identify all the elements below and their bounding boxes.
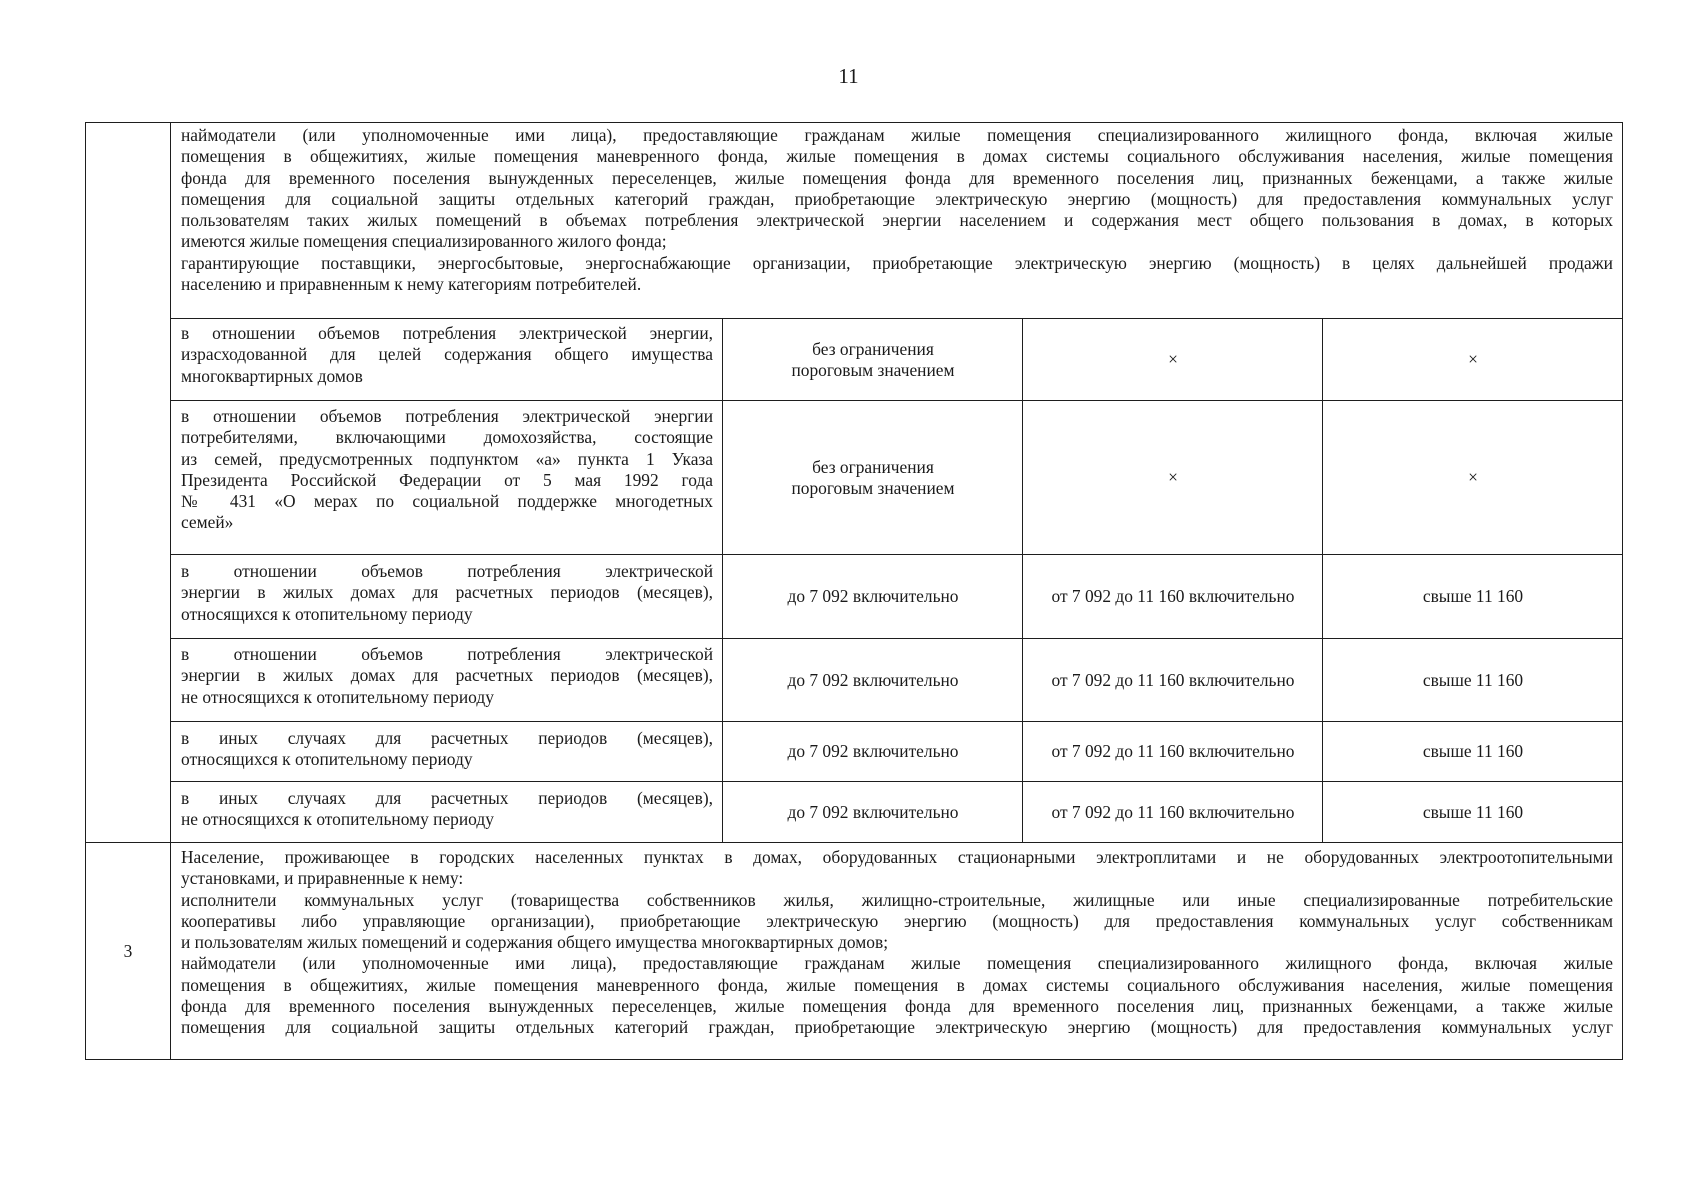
text-line: фонда для временного поселения вынужденных переселенцев, жилые помещения фонда для временного поселения лиц, признанных беженцами, а также жилые	[181, 167, 1613, 188]
text-line: израсходованной для целей содержания общего имущества	[181, 344, 713, 365]
text-line: относящихся к отопительному периоду	[181, 749, 473, 770]
text-line: установками, и приравненные к нему:	[181, 868, 464, 889]
text-line: имеются жилые помещения специализированного жилого фонда;	[181, 231, 667, 252]
text-line: помещения в общежитиях, жилые помещения маневренного фонда, жилые помещения в домах системы социального обслуживания населения, жилые помещения	[181, 974, 1613, 995]
table-cell-threshold-1: без ограничения пороговым значением	[791, 456, 955, 498]
table-cell-threshold-1: до 7 092 включительно	[787, 741, 959, 762]
text-line: не относящихся к отопительному периоду	[181, 686, 494, 707]
text-line: помещения для социальной защиты отдельных категорий граждан, приобретающие электрическую энергию (мощность) для предоставления коммунальных услуг	[181, 1017, 1613, 1038]
text-line: в отношении объемов потребления электрической энергии	[181, 406, 713, 426]
table-rule	[85, 122, 1623, 123]
text-line: Население, проживающее в городских населенных пунктах в домах, оборудованных стационарными электроплитами и не оборудованных электроотопительными	[181, 847, 1613, 867]
text-line: наймодатели (или уполномоченные ими лица), предоставляющие гражданам жилые помещения специализированного жилищного фонда, включая жилые	[181, 125, 1613, 145]
table-rule	[1622, 122, 1623, 1060]
text-line: и пользователям жилых помещений и содержания общего имущества многоквартирных домов;	[181, 932, 889, 953]
text-line: фонда для временного поселения вынужденных переселенцев, жилые помещения фонда для временного поселения лиц, признанных беженцами, а также жилые	[181, 996, 1613, 1017]
text-line: исполнители коммунальных услуг (товарищества собственников жилья, жилищно-строительные, жилищные или иные специализированные потребительские	[181, 889, 1613, 910]
text-line: энергии в жилых домах для расчетных периодов (месяцев),	[181, 582, 713, 603]
text-line: гарантирующие поставщики, энергосбытовые, энергоснабжающие организации, приобретающие электрическую энергию (мощность) в целях дальнейшей продажи	[181, 252, 1613, 273]
text-line: наймодатели (или уполномоченные ими лица), предоставляющие гражданам жилые помещения специализированного жилищного фонда, включая жилые	[181, 953, 1613, 974]
table-cell-text	[181, 847, 1613, 1058]
table-cell-threshold-3: ×	[1468, 467, 1478, 488]
table-cell-number	[87, 124, 169, 318]
text-line: в отношении объемов потребления электрической энергии,	[181, 323, 713, 343]
table-rule	[85, 842, 1623, 843]
text-line: в иных случаях для расчетных периодов (месяцев),	[181, 788, 713, 808]
text-line: в отношении объемов потребления электрической	[181, 644, 713, 664]
table-cell-threshold-2: ×	[1168, 349, 1178, 370]
text-line: помещения для социальной защиты отдельных категорий граждан, приобретающие электрическую энергию (мощность) для предоставления коммунальных услуг	[181, 188, 1613, 209]
text-line: пользователям таких жилых помещений в объемах потребления электрической энергии населением и содержания мест общего пользования в домах, в которых	[181, 210, 1613, 231]
text-line: Президента Российской Федерации от 5 мая 1992 года	[181, 469, 713, 490]
text-line: семей»	[181, 512, 234, 533]
table-cell-threshold-2: от 7 092 до 11 160 включительно	[1051, 801, 1295, 822]
table-cell-text	[181, 125, 1613, 317]
text-line: не относящихся к отопительному периоду	[181, 809, 494, 830]
table-cell-threshold-3: свыше 11 160	[1422, 669, 1524, 690]
text-line: потребителями, включающими домохозяйства, состоящие	[181, 427, 713, 448]
page-number: 11	[838, 64, 859, 88]
text-line: населению и приравненным к нему категориям потребителей.	[181, 274, 642, 295]
table-cell-description	[181, 788, 713, 840]
table-cell-description	[181, 561, 713, 637]
text-line: помещения в общежитиях, жилые помещения маневренного фонда, жилые помещения в домах системы социального обслуживания населения, жилые помещения	[181, 146, 1613, 167]
table-cell-description	[181, 323, 713, 399]
text-line: в иных случаях для расчетных периодов (месяцев),	[181, 728, 713, 748]
text-line: из семей, предусмотренных подпунктом «а» пункта 1 Указа	[181, 448, 713, 469]
text-line: энергии в жилых домах для расчетных периодов (месяцев),	[181, 665, 713, 686]
table-cell-threshold-1: до 7 092 включительно	[787, 586, 959, 607]
table-cell-threshold-3: свыше 11 160	[1422, 741, 1524, 762]
table-cell-description	[181, 406, 713, 552]
table-cell-threshold-2: от 7 092 до 11 160 включительно	[1051, 669, 1295, 690]
table-cell-threshold-1: без ограничения пороговым значением	[791, 338, 955, 380]
table-cell-threshold-2: от 7 092 до 11 160 включительно	[1051, 586, 1295, 607]
text-line: многоквартирных домов	[181, 365, 363, 386]
table-cell-threshold-3: свыше 11 160	[1422, 801, 1524, 822]
text-line: № 431 «О мерах по социальной поддержке многодетных	[181, 491, 713, 512]
text-line: в отношении объемов потребления электрической	[181, 561, 713, 581]
table-cell-threshold-3: свыше 11 160	[1422, 586, 1524, 607]
table-cell-description	[181, 728, 713, 780]
table-cell-threshold-2: от 7 092 до 11 160 включительно	[1051, 741, 1295, 762]
text-line: относящихся к отопительному периоду	[181, 603, 473, 624]
table-cell-threshold-1: до 7 092 включительно	[787, 801, 959, 822]
table-rule	[170, 122, 171, 1060]
text-line: кооперативы либо управляющие организации), приобретающие электрическую энергию (мощность) для предоставления коммунальных услуг собственникам	[181, 910, 1613, 931]
table-cell-description	[181, 644, 713, 720]
table-cell-number: 3	[123, 940, 133, 961]
table-cell-threshold-1: до 7 092 включительно	[787, 669, 959, 690]
table-cell-threshold-2: ×	[1168, 467, 1178, 488]
table-cell-threshold-3: ×	[1468, 349, 1478, 370]
table-rule	[85, 1059, 1623, 1060]
